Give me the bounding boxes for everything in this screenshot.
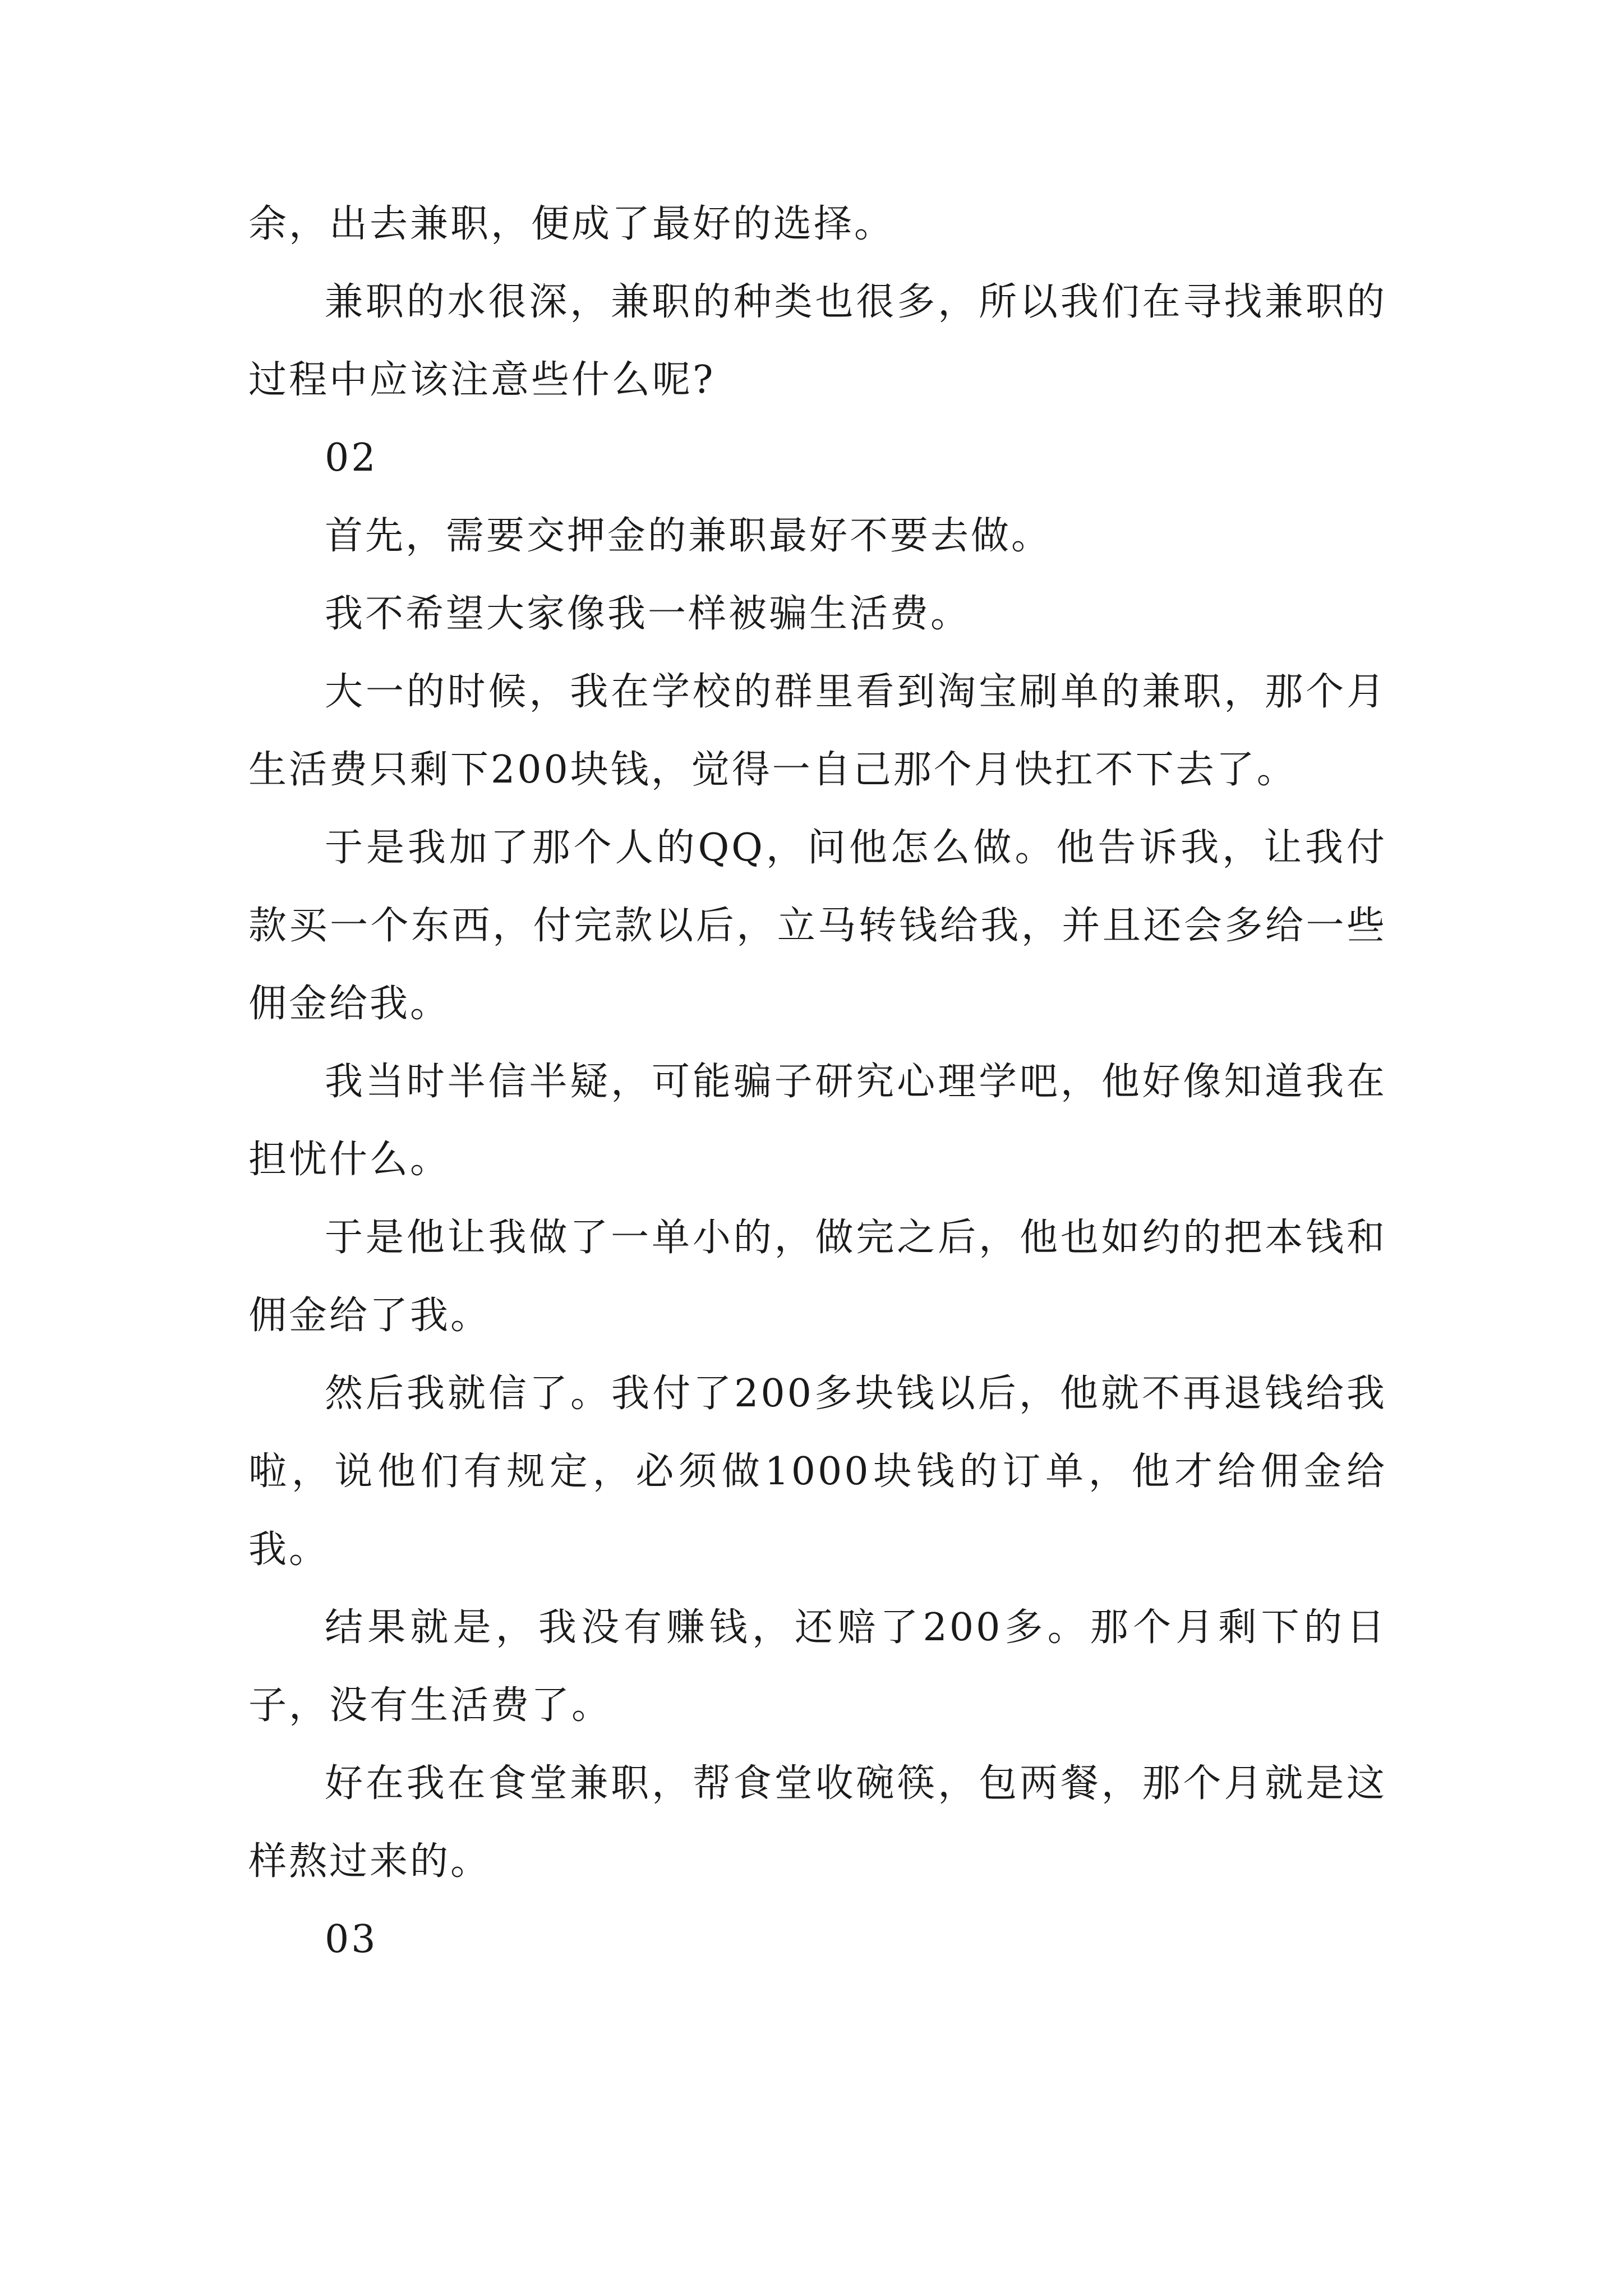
paragraph: 我当时半信半疑，可能骗子研究心理学吧，他好像知道我在担忧什么。 [248, 1060, 1387, 1182]
paragraph: 大一的时候，我在学校的群里看到淘宝刷单的兼职，那个月生活费只剩下200块钱，觉得一自己那个月快扛不下去了。 [248, 670, 1387, 792]
paragraph-continued: 余，出去兼职，便成了最好的选择。 [248, 202, 895, 246]
paragraph: 于是他让我做了一单小的，做完之后，他也如约的把本钱和佣金给了我。 [248, 1216, 1387, 1338]
body-text [248, 185, 1387, 1978]
paragraph: 然后我就信了。我付了200多块钱以后，他就不再退钱给我啦，说他们有规定，必须做1000块钱的订单，他才给佣金给我。 [248, 1372, 1387, 1572]
paragraph: 我不希望大家像我一样被骗生活费。 [325, 592, 971, 636]
paragraph: 于是我加了那个人的QQ，问他怎么做。他告诉我，让我付款买一个东西，付完款以后，立马转钱给我，并且还会多给一些佣金给我。 [248, 826, 1387, 1026]
section-number: 02 [325, 436, 378, 480]
paragraph: 首先，需要交押金的兼职最好不要去做。 [325, 514, 1052, 558]
paragraph: 好在我在食堂兼职，帮食堂收碗筷，包两餐，那个月就是这样熬过来的。 [248, 1761, 1387, 1884]
section-number: 03 [325, 1917, 378, 1962]
paragraph: 兼职的水很深，兼职的种类也很多，所以我们在寻找兼职的过程中应该注意些什么呢? [248, 280, 1387, 402]
paragraph: 结果就是，我没有赚钱，还赔了200多。那个月剩下的日子，没有生活费了。 [248, 1605, 1387, 1728]
